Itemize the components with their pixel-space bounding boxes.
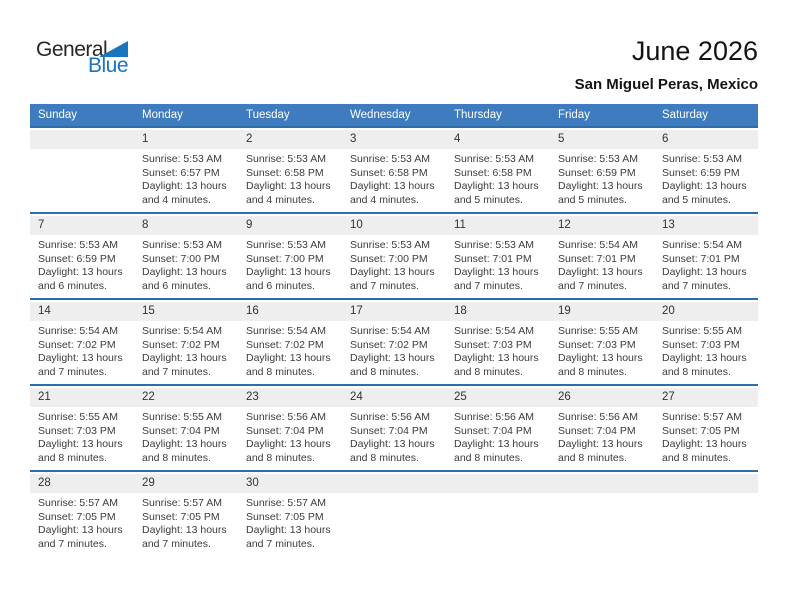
day-details <box>654 235 758 293</box>
daylight-text-line2: and 7 minutes. <box>662 279 731 292</box>
day-details <box>30 407 134 465</box>
sunset-text: Sunset: 7:01 PM <box>558 252 636 265</box>
sunset-text: Sunset: 7:04 PM <box>246 424 324 437</box>
calendar-week-row <box>30 298 758 384</box>
calendar-day-cell <box>30 216 134 298</box>
day-number: 26 <box>550 388 654 407</box>
daylight-text-line2: and 8 minutes. <box>246 365 315 378</box>
day-details <box>238 321 342 379</box>
weekday-header-saturday: Saturday <box>662 109 709 121</box>
daylight-text-line1: Daylight: 13 hours <box>38 524 123 536</box>
day-details <box>238 235 342 293</box>
sunrise-text: Sunrise: 5:54 AM <box>142 325 222 337</box>
day-number: 28 <box>30 474 134 493</box>
day-number: 14 <box>30 302 134 321</box>
calendar-day-cell <box>654 302 758 384</box>
sunrise-text: Sunrise: 5:54 AM <box>246 325 326 337</box>
day-number: 3 <box>342 130 446 149</box>
sunrise-text: Sunrise: 5:55 AM <box>38 411 118 423</box>
sunset-text: Sunset: 6:58 PM <box>246 166 324 179</box>
day-number: 15 <box>134 302 238 321</box>
daylight-text-line1: Daylight: 13 hours <box>350 180 435 192</box>
sunset-text: Sunset: 7:05 PM <box>246 510 324 523</box>
sunrise-text: Sunrise: 5:56 AM <box>558 411 638 423</box>
daylight-text-line1: Daylight: 13 hours <box>246 438 331 450</box>
day-number: 13 <box>654 216 758 235</box>
calendar-day-cell <box>238 130 342 212</box>
calendar-day-cell <box>134 130 238 212</box>
day-details <box>30 235 134 293</box>
daylight-text-line1: Daylight: 13 hours <box>246 266 331 278</box>
day-details <box>550 149 654 207</box>
daylight-text-line1: Daylight: 13 hours <box>558 266 643 278</box>
day-number: 10 <box>342 216 446 235</box>
sunrise-text: Sunrise: 5:53 AM <box>246 153 326 165</box>
sunrise-text: Sunrise: 5:57 AM <box>38 497 118 509</box>
daylight-text-line2: and 8 minutes. <box>350 365 419 378</box>
day-details <box>134 321 238 379</box>
sunrise-text: Sunrise: 5:53 AM <box>558 153 638 165</box>
sunrise-text: Sunrise: 5:53 AM <box>350 239 430 251</box>
calendar-week-row <box>30 212 758 298</box>
weekday-header-tuesday: Tuesday <box>246 109 290 121</box>
sunset-text: Sunset: 7:05 PM <box>662 424 740 437</box>
calendar-empty-cell <box>550 474 654 556</box>
day-number: 6 <box>654 130 758 149</box>
daylight-text-line2: and 6 minutes. <box>246 279 315 292</box>
sunrise-text: Sunrise: 5:56 AM <box>246 411 326 423</box>
day-details <box>134 493 238 551</box>
sunset-text: Sunset: 7:02 PM <box>38 338 116 351</box>
sunrise-text: Sunrise: 5:56 AM <box>454 411 534 423</box>
day-details <box>134 407 238 465</box>
sunrise-text: Sunrise: 5:53 AM <box>142 239 222 251</box>
day-details <box>342 407 446 465</box>
calendar-day-cell <box>238 474 342 556</box>
calendar-day-cell <box>446 130 550 212</box>
daylight-text-line1: Daylight: 13 hours <box>454 180 539 192</box>
calendar-day-cell <box>550 216 654 298</box>
sunset-text: Sunset: 6:59 PM <box>558 166 636 179</box>
sunset-text: Sunset: 7:05 PM <box>38 510 116 523</box>
daylight-text-line1: Daylight: 13 hours <box>558 352 643 364</box>
calendar-empty-cell <box>30 130 134 212</box>
weekday-header-sunday: Sunday <box>38 109 78 121</box>
calendar-day-cell <box>134 216 238 298</box>
day-number: 21 <box>30 388 134 407</box>
day-number: 11 <box>446 216 550 235</box>
calendar-day-cell <box>550 388 654 470</box>
day-details <box>238 149 342 207</box>
daylight-text-line2: and 7 minutes. <box>350 279 419 292</box>
daylight-text-line1: Daylight: 13 hours <box>246 524 331 536</box>
daylight-text-line1: Daylight: 13 hours <box>38 352 123 364</box>
sunset-text: Sunset: 7:05 PM <box>142 510 220 523</box>
daylight-text-line1: Daylight: 13 hours <box>454 266 539 278</box>
day-details <box>654 321 758 379</box>
sunset-text: Sunset: 6:59 PM <box>662 166 740 179</box>
day-details <box>550 407 654 465</box>
daylight-text-line1: Daylight: 13 hours <box>38 266 123 278</box>
sunset-text: Sunset: 7:03 PM <box>454 338 532 351</box>
day-number: 27 <box>654 388 758 407</box>
daylight-text-line2: and 8 minutes. <box>246 451 315 464</box>
daylight-text-line1: Daylight: 13 hours <box>454 438 539 450</box>
day-number: 9 <box>238 216 342 235</box>
logo-text-blue: Blue <box>88 54 129 77</box>
daylight-text-line1: Daylight: 13 hours <box>558 438 643 450</box>
daylight-text-line1: Daylight: 13 hours <box>350 438 435 450</box>
daylight-text-line2: and 7 minutes. <box>558 279 627 292</box>
daylight-text-line1: Daylight: 13 hours <box>662 266 747 278</box>
daylight-text-line2: and 8 minutes. <box>454 451 523 464</box>
day-number: 24 <box>342 388 446 407</box>
daylight-text-line1: Daylight: 13 hours <box>350 266 435 278</box>
sunset-text: Sunset: 7:00 PM <box>142 252 220 265</box>
daylight-text-line1: Daylight: 13 hours <box>246 180 331 192</box>
calendar-day-cell <box>30 388 134 470</box>
day-number: 18 <box>446 302 550 321</box>
daylight-text-line2: and 7 minutes. <box>454 279 523 292</box>
general-blue-logo <box>36 38 166 96</box>
day-number-band-empty <box>654 474 758 493</box>
day-details <box>446 407 550 465</box>
day-number: 29 <box>134 474 238 493</box>
calendar-day-cell <box>654 388 758 470</box>
sunset-text: Sunset: 7:00 PM <box>246 252 324 265</box>
day-details <box>238 407 342 465</box>
daylight-text-line2: and 8 minutes. <box>558 451 627 464</box>
sunrise-text: Sunrise: 5:53 AM <box>142 153 222 165</box>
logo-text-general: General <box>36 38 108 61</box>
sunrise-text: Sunrise: 5:54 AM <box>558 239 638 251</box>
sunrise-text: Sunrise: 5:56 AM <box>350 411 430 423</box>
sunrise-text: Sunrise: 5:53 AM <box>662 153 742 165</box>
day-number: 7 <box>30 216 134 235</box>
day-details <box>134 235 238 293</box>
daylight-text-line2: and 8 minutes. <box>558 365 627 378</box>
sunset-text: Sunset: 7:03 PM <box>558 338 636 351</box>
day-details <box>654 407 758 465</box>
weekday-header-friday: Friday <box>558 109 590 121</box>
daylight-text-line2: and 4 minutes. <box>142 193 211 206</box>
sunset-text: Sunset: 6:57 PM <box>142 166 220 179</box>
daylight-text-line2: and 6 minutes. <box>142 279 211 292</box>
calendar-day-cell <box>446 216 550 298</box>
weekday-header-row <box>30 104 758 126</box>
daylight-text-line1: Daylight: 13 hours <box>142 352 227 364</box>
daylight-text-line2: and 7 minutes. <box>38 537 107 550</box>
day-number: 19 <box>550 302 654 321</box>
sunset-text: Sunset: 7:02 PM <box>350 338 428 351</box>
day-details <box>342 235 446 293</box>
calendar-empty-cell <box>342 474 446 556</box>
calendar-empty-cell <box>446 474 550 556</box>
day-number: 17 <box>342 302 446 321</box>
sunset-text: Sunset: 7:02 PM <box>142 338 220 351</box>
day-number: 8 <box>134 216 238 235</box>
calendar-day-cell <box>238 216 342 298</box>
calendar-day-cell <box>550 130 654 212</box>
calendar-day-cell <box>134 474 238 556</box>
sunset-text: Sunset: 7:04 PM <box>350 424 428 437</box>
daylight-text-line2: and 4 minutes. <box>350 193 419 206</box>
day-number: 30 <box>238 474 342 493</box>
daylight-text-line2: and 4 minutes. <box>246 193 315 206</box>
day-details <box>654 149 758 207</box>
day-number: 25 <box>446 388 550 407</box>
daylight-text-line1: Daylight: 13 hours <box>454 352 539 364</box>
daylight-text-line2: and 7 minutes. <box>142 365 211 378</box>
sunrise-text: Sunrise: 5:57 AM <box>142 497 222 509</box>
calendar-day-cell <box>134 302 238 384</box>
calendar-day-cell <box>238 302 342 384</box>
day-number: 16 <box>238 302 342 321</box>
calendar-day-cell <box>342 216 446 298</box>
calendar-day-cell <box>342 130 446 212</box>
sunset-text: Sunset: 7:01 PM <box>454 252 532 265</box>
sunset-text: Sunset: 7:01 PM <box>662 252 740 265</box>
weekday-header-wednesday: Wednesday <box>350 109 411 121</box>
day-number: 12 <box>550 216 654 235</box>
day-number: 1 <box>134 130 238 149</box>
daylight-text-line1: Daylight: 13 hours <box>142 524 227 536</box>
calendar-day-cell <box>342 302 446 384</box>
sunset-text: Sunset: 7:03 PM <box>662 338 740 351</box>
page-subtitle: San Miguel Peras, Mexico <box>574 76 758 93</box>
daylight-text-line1: Daylight: 13 hours <box>142 180 227 192</box>
calendar-week-row <box>30 470 758 556</box>
daylight-text-line2: and 7 minutes. <box>142 537 211 550</box>
sunrise-text: Sunrise: 5:53 AM <box>350 153 430 165</box>
calendar-day-cell <box>342 388 446 470</box>
day-number: 4 <box>446 130 550 149</box>
sunrise-text: Sunrise: 5:55 AM <box>662 325 742 337</box>
day-number-band-empty <box>446 474 550 493</box>
calendar-day-cell <box>30 474 134 556</box>
calendar-week-row <box>30 126 758 212</box>
day-details <box>550 235 654 293</box>
calendar-day-cell <box>134 388 238 470</box>
day-details <box>446 235 550 293</box>
calendar-day-cell <box>654 130 758 212</box>
daylight-text-line1: Daylight: 13 hours <box>662 438 747 450</box>
day-number-band-empty <box>342 474 446 493</box>
day-details <box>446 321 550 379</box>
sunset-text: Sunset: 7:04 PM <box>558 424 636 437</box>
sunset-text: Sunset: 7:03 PM <box>38 424 116 437</box>
sunrise-text: Sunrise: 5:53 AM <box>246 239 326 251</box>
day-number: 20 <box>654 302 758 321</box>
sunset-text: Sunset: 6:59 PM <box>38 252 116 265</box>
daylight-text-line1: Daylight: 13 hours <box>662 180 747 192</box>
day-number: 22 <box>134 388 238 407</box>
daylight-text-line2: and 7 minutes. <box>38 365 107 378</box>
calendar-table <box>30 104 758 556</box>
weekday-header-monday: Monday <box>142 109 183 121</box>
sunrise-text: Sunrise: 5:57 AM <box>246 497 326 509</box>
sunrise-text: Sunrise: 5:54 AM <box>350 325 430 337</box>
daylight-text-line1: Daylight: 13 hours <box>662 352 747 364</box>
sunrise-text: Sunrise: 5:53 AM <box>38 239 118 251</box>
day-number: 5 <box>550 130 654 149</box>
sunrise-text: Sunrise: 5:55 AM <box>558 325 638 337</box>
daylight-text-line1: Daylight: 13 hours <box>142 438 227 450</box>
sunset-text: Sunset: 7:00 PM <box>350 252 428 265</box>
daylight-text-line2: and 8 minutes. <box>38 451 107 464</box>
daylight-text-line1: Daylight: 13 hours <box>350 352 435 364</box>
calendar-weeks <box>30 126 758 556</box>
day-details <box>30 493 134 551</box>
day-details <box>550 321 654 379</box>
calendar-day-cell <box>238 388 342 470</box>
day-details <box>342 149 446 207</box>
calendar-day-cell <box>550 302 654 384</box>
daylight-text-line1: Daylight: 13 hours <box>558 180 643 192</box>
sunrise-text: Sunrise: 5:57 AM <box>662 411 742 423</box>
sunrise-text: Sunrise: 5:53 AM <box>454 153 534 165</box>
daylight-text-line2: and 8 minutes. <box>662 451 731 464</box>
daylight-text-line2: and 8 minutes. <box>350 451 419 464</box>
day-number: 2 <box>238 130 342 149</box>
calendar-day-cell <box>446 388 550 470</box>
weekday-header-thursday: Thursday <box>454 109 502 121</box>
sunset-text: Sunset: 6:58 PM <box>454 166 532 179</box>
page-title: June 2026 <box>631 36 758 66</box>
daylight-text-line2: and 8 minutes. <box>454 365 523 378</box>
sunset-text: Sunset: 7:02 PM <box>246 338 324 351</box>
daylight-text-line2: and 5 minutes. <box>454 193 523 206</box>
sunrise-text: Sunrise: 5:54 AM <box>662 239 742 251</box>
day-details <box>134 149 238 207</box>
calendar-week-row <box>30 384 758 470</box>
daylight-text-line2: and 7 minutes. <box>246 537 315 550</box>
sunrise-text: Sunrise: 5:54 AM <box>38 325 118 337</box>
sunset-text: Sunset: 7:04 PM <box>454 424 532 437</box>
day-number: 23 <box>238 388 342 407</box>
day-details <box>238 493 342 551</box>
calendar-day-cell <box>446 302 550 384</box>
calendar-day-cell <box>30 302 134 384</box>
sunrise-text: Sunrise: 5:54 AM <box>454 325 534 337</box>
daylight-text-line1: Daylight: 13 hours <box>38 438 123 450</box>
daylight-text-line2: and 6 minutes. <box>38 279 107 292</box>
day-number-band-empty <box>550 474 654 493</box>
day-details <box>446 149 550 207</box>
calendar-day-cell <box>654 216 758 298</box>
page-header <box>30 0 758 104</box>
daylight-text-line1: Daylight: 13 hours <box>246 352 331 364</box>
day-details <box>30 321 134 379</box>
sunset-text: Sunset: 6:58 PM <box>350 166 428 179</box>
daylight-text-line2: and 5 minutes. <box>558 193 627 206</box>
sunset-text: Sunset: 7:04 PM <box>142 424 220 437</box>
daylight-text-line2: and 8 minutes. <box>142 451 211 464</box>
daylight-text-line1: Daylight: 13 hours <box>142 266 227 278</box>
daylight-text-line2: and 8 minutes. <box>662 365 731 378</box>
daylight-text-line2: and 5 minutes. <box>662 193 731 206</box>
sunrise-text: Sunrise: 5:55 AM <box>142 411 222 423</box>
sunrise-text: Sunrise: 5:53 AM <box>454 239 534 251</box>
calendar-empty-cell <box>654 474 758 556</box>
day-details <box>342 321 446 379</box>
day-number-band-empty <box>30 130 134 149</box>
